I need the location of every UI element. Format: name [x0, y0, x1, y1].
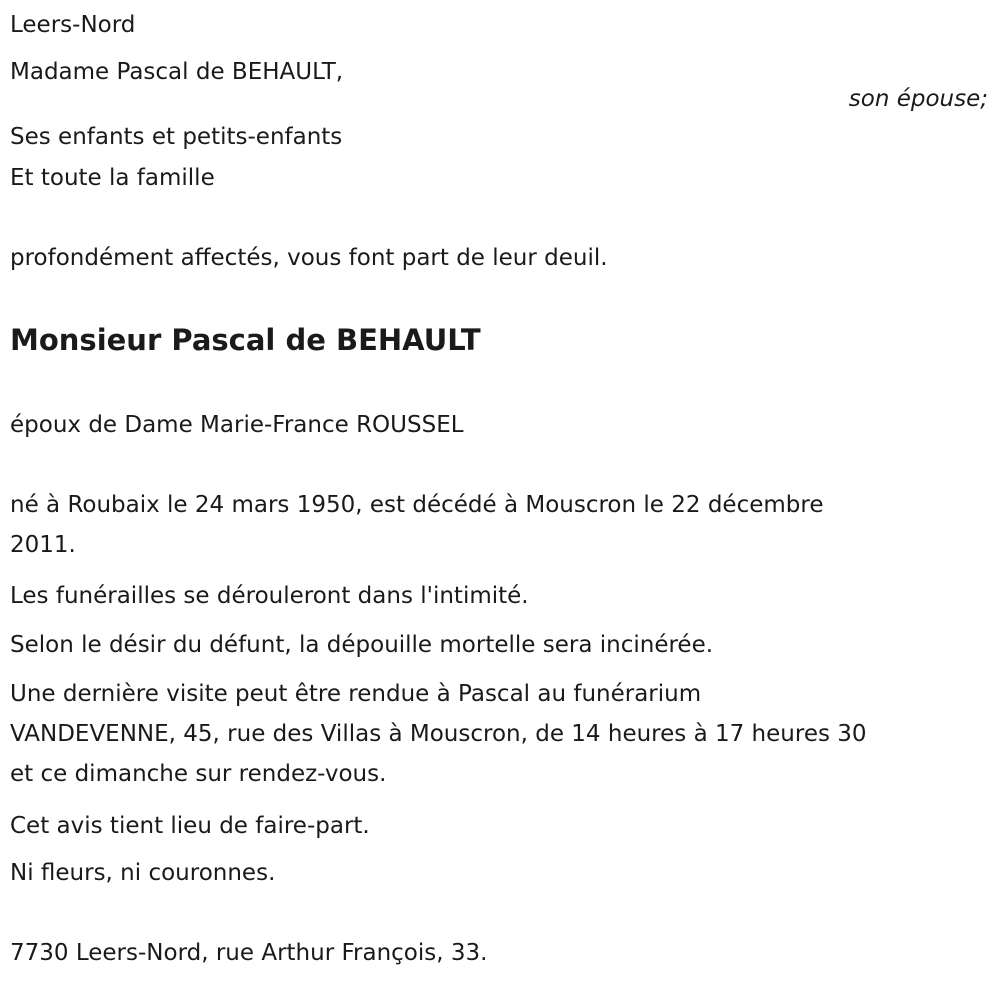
visit-line3: et ce dimanche sur rendez-vous. — [10, 761, 387, 787]
spouse-of: époux de Dame Marie-France ROUSSEL — [10, 412, 464, 438]
birth-death-line1: né à Roubaix le 24 mars 1950, est décédé à Mouscron le 22 décembre — [10, 492, 824, 518]
address: 7730 Leers-Nord, rue Arthur François, 33. — [10, 940, 488, 966]
birth-death-line2: 2011. — [10, 532, 76, 558]
cremation-info: Selon le désir du défunt, la dépouille mortelle sera incinérée. — [10, 632, 714, 658]
spouse-name: Madame Pascal de BEHAULT, — [10, 59, 344, 85]
funeral-info: Les funérailles se dérouleront dans l'intimité. — [10, 583, 529, 609]
family: Et toute la famille — [10, 165, 215, 191]
flowers-notice: Ni fleurs, ni couronnes. — [10, 860, 276, 886]
spouse-role: son épouse; — [848, 86, 988, 112]
visit-line1: Une dernière visite peut être rendue à Pascal au funérarium — [10, 681, 702, 707]
announcement: profondément affectés, vous font part de leur deuil. — [10, 245, 608, 271]
notice: Cet avis tient lieu de faire-part. — [10, 813, 370, 839]
location: Leers-Nord — [10, 12, 136, 38]
visit-line2: VANDEVENNE, 45, rue des Villas à Mouscron, de 14 heures à 17 heures 30 — [10, 721, 867, 747]
children: Ses enfants et petits-enfants — [10, 124, 343, 150]
deceased-name: Monsieur Pascal de BEHAULT — [10, 323, 481, 357]
